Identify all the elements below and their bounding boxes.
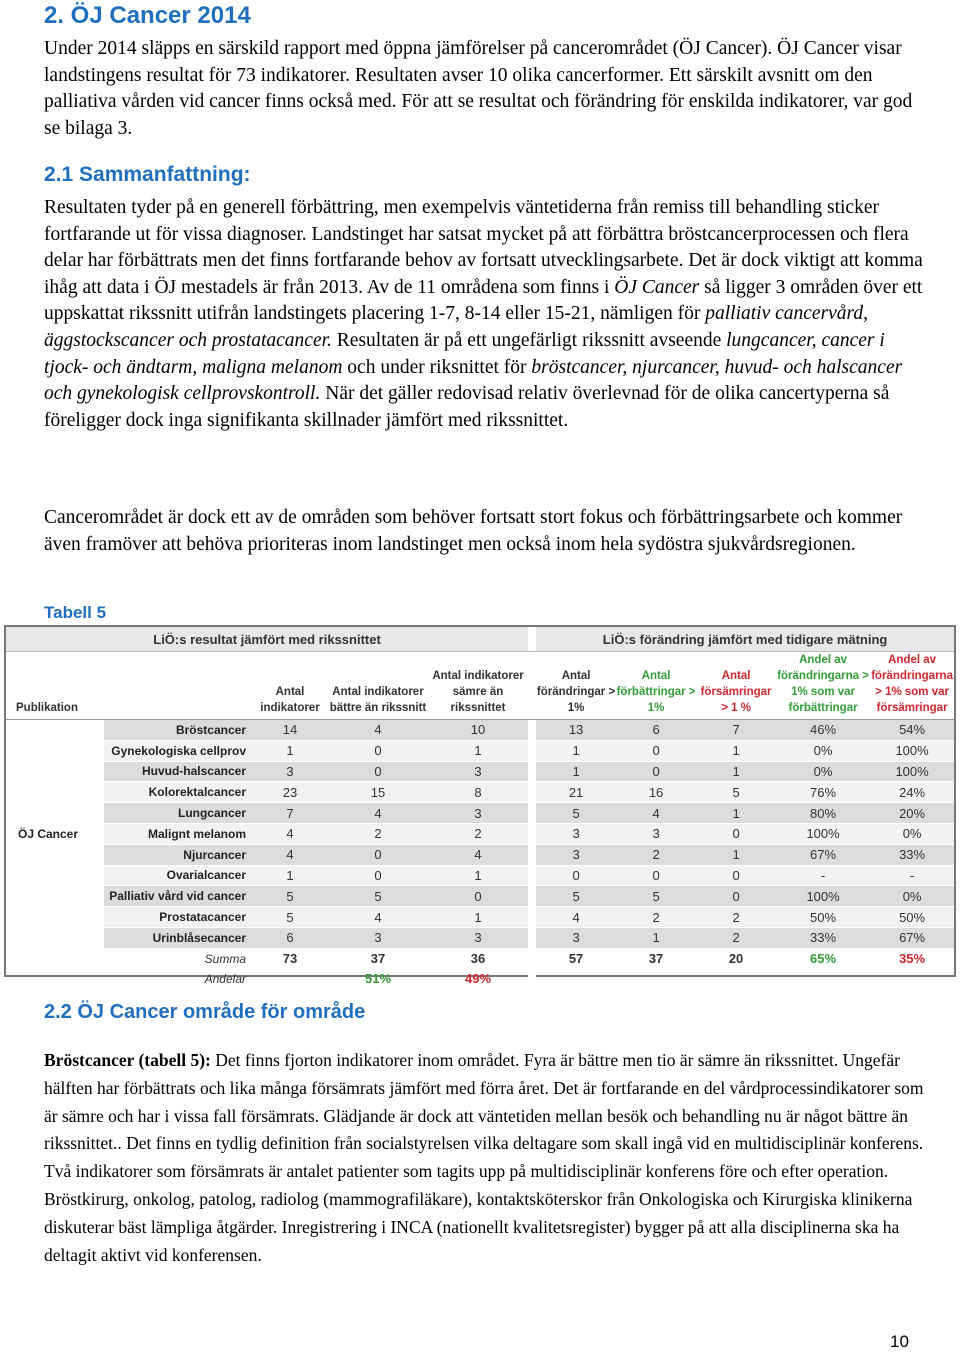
table-row — [6, 907, 954, 928]
intro-paragraph: Under 2014 släpps en särskild rapport med öppna jämförelser på cancerområdet (ÖJ Cancer). ÖJ Cancer visar landstingens resultat för 73 indikatorer. Resultaten avser 10 olika cancerformer. Ett särskilt avsnitt om den palliativa vården vid cancer finns också med. För att se resultat och förändring för enskilda indikatorer, var god se bilaga 3. — [44, 38, 913, 139]
table-cell: 1 — [428, 865, 528, 886]
summa-cell: 65% — [810, 951, 837, 967]
table-cell: 16 — [616, 782, 696, 803]
andel-samre-cell: 49% — [465, 971, 492, 987]
brostcancer-paragraph: Bröstcancer (tabell 5): Det finns fjorton indikatorer inom området. Fyra är bättre men tio är sämre än rikssnittet. Ungefär hälften har förbättrats och lika många försämrats jämfört med förra året. Det är fortfarande en del vårdprocessindikatorer som är sämre och har i vissa fall försämrats. Glädjande är dock att väntetiden mellan besök och behandling nu är något bättre än rikssnittet.. Det finns en tydlig definition från socialstyrelsen vilka deltagare som skall ingå vid en multidisciplinär konferens. Två indikatorer som försämrats är antalet patienter som tagits upp på multidisciplinär konferens före och efter operation. Bröstkirurg, onkolog, patolog, radiolog (mammografiläkare), kontaktsköterskor från Onkologiska och Kirurgiska klinikerna diskuterar bäst lämpliga åtgärder. Inregistrering i INCA (nationellt kvalitetsregister) bygger på att alla disciplinerna ska ha deltagit aktivt vid konferensen. — [44, 1050, 924, 1265]
table-cell: 5 — [616, 886, 696, 907]
table-cell: 0 — [328, 844, 428, 865]
summa-cell: 35% — [899, 951, 926, 967]
table-cell: 2 — [428, 823, 528, 844]
table-cell: 0 — [616, 761, 696, 782]
table-cell: 5 — [536, 803, 616, 824]
table-cell: 23 — [252, 782, 328, 803]
table-cell: 3 — [536, 823, 616, 844]
table-cell: 0% — [776, 740, 870, 761]
row-label: Bröstcancer — [104, 720, 252, 741]
row-label: Malignt melanom — [104, 823, 252, 844]
col-header-antal: Antal indikatorer — [252, 652, 328, 720]
row-label: Njurcancer — [104, 844, 252, 865]
area-heading: 2.2 ÖJ Cancer område för område — [44, 1001, 366, 1023]
summa-label: Summa — [204, 951, 246, 966]
row-label: Lungcancer — [104, 803, 252, 824]
table-cell: 15 — [328, 782, 428, 803]
row-label: Kolorektalcancer — [104, 782, 252, 803]
table-row — [6, 927, 954, 948]
table-cell: 1 — [252, 865, 328, 886]
row-label: Ovarialcancer — [104, 865, 252, 886]
table-cell: 1 — [696, 761, 776, 782]
table-cell: 2 — [696, 927, 776, 948]
table-cell: 10 — [428, 720, 528, 741]
table-row — [6, 740, 954, 761]
col-header-forbattring: Antal förbättringar > 1% — [616, 652, 696, 720]
table-cell: 7 — [696, 720, 776, 741]
table-cell: 76% — [776, 782, 870, 803]
table-cell: 3 — [536, 844, 616, 865]
table-cell: 1 — [252, 740, 328, 761]
table-cell: 0 — [328, 865, 428, 886]
row-label: Gynekologiska cellprov — [104, 740, 252, 761]
table-cell: 5 — [252, 907, 328, 928]
table-cell: 0 — [328, 761, 428, 782]
table-cell: 67% — [776, 844, 870, 865]
table-cell: 0 — [696, 886, 776, 907]
andelar-label: Andelar — [204, 971, 246, 986]
table-cell: 0% — [776, 761, 870, 782]
table-cell: 3 — [616, 823, 696, 844]
group-header-right: LiÖ:s förändring jämfört med tidigare mätning — [536, 627, 954, 652]
table-cell: 0 — [616, 865, 696, 886]
table-cell: 0% — [870, 886, 954, 907]
col-header-forandring: Antal förändringar > 1% — [536, 652, 616, 720]
table-cell: 0 — [696, 823, 776, 844]
table-cell: 6 — [252, 927, 328, 948]
table-cell: 67% — [870, 927, 954, 948]
table-cell: 1 — [696, 740, 776, 761]
summa-cell: 37 — [648, 951, 664, 967]
table-cell: 4 — [536, 907, 616, 928]
table-cell: 1 — [696, 803, 776, 824]
table-cell: 0 — [328, 740, 428, 761]
focus-paragraph: Cancerområdet är dock ett av de områden som behöver fortsatt stort fokus och förbättringsarbete och kommer även framöver att behöva prioriteras inom landstinget men också inom hela sydöstra sjukvårdsregionen. — [44, 507, 903, 555]
table-cell: 80% — [776, 803, 870, 824]
summary-paragraph: Resultaten tyder på en generell förbättring, men exempelvis väntetiderna från remiss till behandling sticker fortfarande ut för vissa diagnoser. Landstinget har satsat mycket på att förbättra bröstcancerprocessen och flera delar har förbättrats men det finns fortfarande behov av fortsatt utvecklingsarbete. Det är dock viktigt att komma ihåg att data i ÖJ mestadels är från 2013. Av de 11 områdena som finns i ÖJ Cancer så ligger 3 områden över ett uppskattat rikssnitt utifrån landstingets placering 1-7, 8-14 eller 15-21, nämligen för palliativ cancervård, äggstockscancer och prostatacancer. Resultaten är på ett ungefärligt rikssnitt avseende lungcancer, cancer i tjock- och ändtarm, maligna melanom och under riksnittet för bröstcancer, njurcancer, huvud- och halscancer och gynekologisk cellprovskontroll. När det gäller redovisad relativ överlevnad för de olika cancertyperna så föreligger dock inga signifikanta skillnader jämfört med rikssnittet. — [44, 197, 923, 431]
table-cell: 100% — [870, 740, 954, 761]
table-row — [6, 782, 954, 803]
col-header-forsamring: Antal försämringar > 1 % — [696, 652, 776, 720]
table-cell: 33% — [870, 844, 954, 865]
table-cell: 0 — [428, 886, 528, 907]
table-cell: 0 — [536, 865, 616, 886]
table-row — [6, 865, 954, 886]
table-cell: 8 — [428, 782, 528, 803]
summa-cell: 73 — [282, 951, 298, 967]
row-label: Huvud-halscancer — [104, 761, 252, 782]
table-cell: 4 — [328, 720, 428, 741]
row-label: Urinblåsecancer — [104, 927, 252, 948]
summa-cell: 36 — [470, 951, 486, 967]
col-header-publication: Publikation — [6, 652, 104, 720]
table-cell: 2 — [616, 844, 696, 865]
table-cell: 1 — [696, 844, 776, 865]
andel-battre-cell: 51% — [364, 971, 392, 987]
summary-heading: 2.1 Sammanfattning: — [44, 163, 251, 186]
col-header-andel-forbattringar: Andel av förändringarna > 1% som var förbättringar — [776, 652, 870, 720]
table-row — [6, 803, 954, 824]
section-heading: 2. ÖJ Cancer 2014 — [44, 2, 251, 29]
table-caption: Tabell 5 — [44, 603, 107, 622]
table-cell: 4 — [616, 803, 696, 824]
summa-cell: 57 — [568, 951, 584, 967]
table-cell: 4 — [328, 907, 428, 928]
table-cell: - — [870, 865, 954, 886]
table-cell: 21 — [536, 782, 616, 803]
table-row — [6, 720, 954, 741]
table-row — [6, 844, 954, 865]
col-header-andel-forsamringar: Andel av förändringarna > 1% som var försämringar — [870, 652, 954, 720]
table-cell: 100% — [776, 886, 870, 907]
table-cell: 0 — [616, 740, 696, 761]
row-label: Palliativ vård vid cancer — [104, 886, 252, 907]
table-cell: 1 — [536, 761, 616, 782]
table-cell: 3 — [252, 761, 328, 782]
table-cell: 2 — [328, 823, 428, 844]
table-cell: 50% — [776, 907, 870, 928]
table-cell: 5 — [252, 886, 328, 907]
table-row — [6, 886, 954, 907]
table-cell: 13 — [536, 720, 616, 741]
table-cell: 3 — [428, 803, 528, 824]
table-cell: 3 — [428, 927, 528, 948]
table-cell: 6 — [616, 720, 696, 741]
table-cell: 54% — [870, 720, 954, 741]
col-header-samre: Antal indikatorer sämre än rikssnittet — [428, 652, 528, 720]
table-cell: 1 — [428, 740, 528, 761]
table-cell: 0% — [870, 823, 954, 844]
col-header-battre: Antal indikatorer bättre än rikssnitt — [328, 652, 428, 720]
table-row — [6, 761, 954, 782]
row-label: Prostatacancer — [104, 907, 252, 928]
table-cell: 5 — [536, 886, 616, 907]
table-cell: 46% — [776, 720, 870, 741]
summa-cell: 37 — [370, 951, 386, 967]
table-cell: 100% — [870, 761, 954, 782]
table-cell: 50% — [870, 907, 954, 928]
table-cell: 0 — [696, 865, 776, 886]
table-cell: 3 — [428, 761, 528, 782]
table-cell: 5 — [328, 886, 428, 907]
table-cell: 33% — [776, 927, 870, 948]
group-header-left: LiÖ:s resultat jämfört med rikssnittet — [6, 627, 528, 652]
table-cell: 4 — [252, 823, 328, 844]
table-cell: 4 — [328, 803, 428, 824]
summa-cell: 20 — [728, 951, 744, 967]
table-cell: 7 — [252, 803, 328, 824]
table-cell: 4 — [428, 844, 528, 865]
table-cell: 1 — [428, 907, 528, 928]
table-cell: 5 — [696, 782, 776, 803]
table-cell: 20% — [870, 803, 954, 824]
page-number: 10 — [890, 1332, 909, 1351]
table-row — [6, 823, 954, 844]
table-cell: 3 — [328, 927, 428, 948]
table-cell: 14 — [252, 720, 328, 741]
table-cell: 2 — [696, 907, 776, 928]
table-cell: 24% — [870, 782, 954, 803]
table-cell: 100% — [776, 823, 870, 844]
publication-cell: ÖJ Cancer — [18, 827, 79, 842]
table-cell: - — [776, 865, 870, 886]
table-cell: 1 — [616, 927, 696, 948]
table-cell: 3 — [536, 927, 616, 948]
table-cell: 1 — [536, 740, 616, 761]
table-cell: 4 — [252, 844, 328, 865]
results-table — [4, 625, 956, 987]
table-cell: 2 — [616, 907, 696, 928]
